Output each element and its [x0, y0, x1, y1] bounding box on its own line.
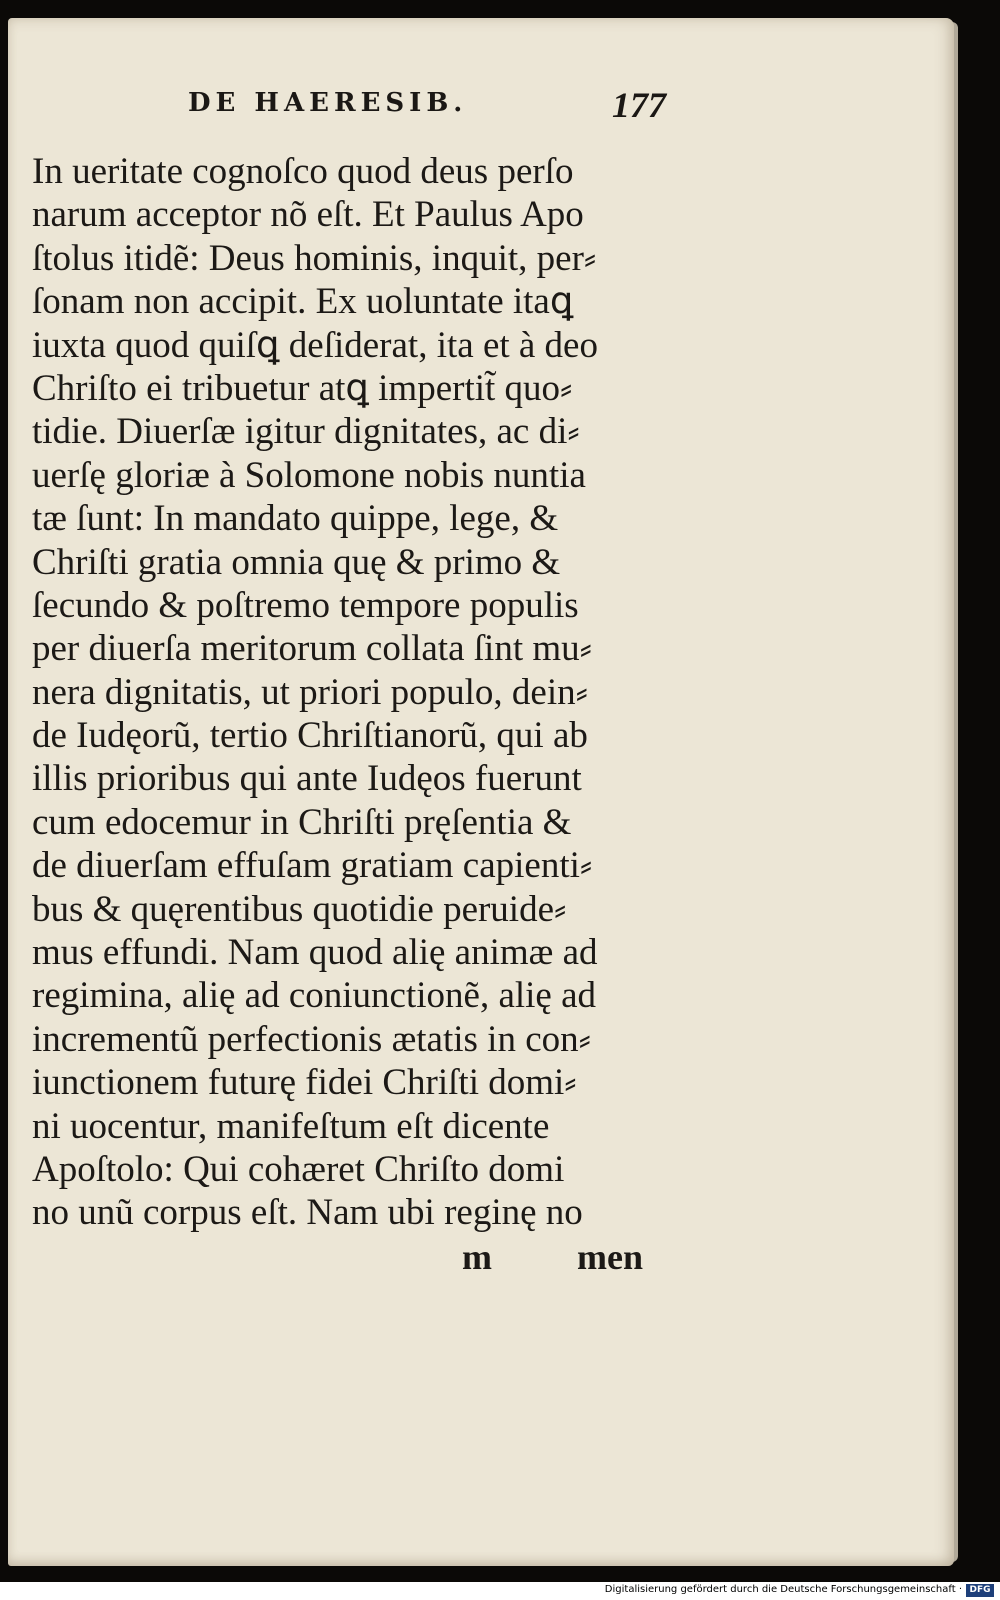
catchword: men — [577, 1237, 643, 1277]
text-line: de diuerſam effuſam gratiam capienti⸗ — [32, 845, 593, 887]
text-line: tidie. Diuerſæ igitur dignitates, ac di⸗ — [32, 411, 580, 453]
text-line: mus effundi. Nam quod alię animæ ad — [32, 932, 598, 974]
text-line: nera dignitatis, ut priori populo, dein⸗ — [32, 671, 588, 713]
signature-mark: m — [462, 1237, 492, 1277]
text-line: uerſę gloriæ à Solomone nobis nuntia — [32, 454, 586, 496]
text-block — [32, 150, 672, 1235]
text-line: ſonam non accipit. Ex uoluntate itaꝗ — [32, 281, 574, 323]
text-line: regimina, alię ad coniunctionẽ, alię ad — [32, 975, 597, 1017]
text-line: cum edocemur in Chriſti pręſentia & — [32, 801, 572, 843]
dfg-logo: DFG — [966, 1584, 994, 1597]
text-line: tæ ſunt: In mandato quippe, lege, & — [32, 498, 559, 540]
text-line: narum acceptor nõ eſt. Et Paulus Apo — [32, 194, 584, 236]
text-line: ſtolus itidẽ: Deus hominis, inquit, per⸗ — [32, 237, 597, 279]
funding-credit: Digitalisierung gefördert durch die Deutsche Forschungsgemeinschaft · — [604, 1584, 962, 1595]
text-line: Apoſtolo: Qui cohæret Chriſto domi — [32, 1148, 565, 1190]
text-line: per diuerſa meritorum collata ſint mu⸗ — [32, 628, 592, 670]
text-line: de Iudęorũ, tertio Chriſtianorũ, qui ab — [32, 715, 588, 757]
running-head: DE HAERESIB. — [188, 88, 468, 118]
text-line: Chriſti gratia omnia quę & primo & — [32, 541, 561, 583]
text-line: ſecundo & poſtremo tempore populis — [32, 584, 579, 626]
text-line: Chriſto ei tribuetur atꝗ impertit̃ quo⸗ — [32, 367, 573, 409]
text-line: illis prioribus qui ante Iudęos fuerunt — [32, 758, 582, 800]
text-line: iuxta quod quiſꝗ deſiderat, ita et à deo — [32, 324, 598, 366]
text-line: incrementũ perfectionis ætatis in con⸗ — [32, 1018, 591, 1060]
text-line: no unũ corpus eſt. Nam ubi reginę no — [32, 1192, 583, 1234]
text-line: iunctionem futurę fidei Chriſti domi⸗ — [32, 1062, 577, 1104]
text-line: In ueritate cognoſco quod deus perſo — [32, 151, 574, 192]
page-number: 177 — [612, 85, 666, 125]
text-line: ni uocentur, manifeſtum eſt dicente — [32, 1105, 550, 1147]
text-line: bus & quęrentibus quotidie peruide⸗ — [32, 888, 567, 930]
